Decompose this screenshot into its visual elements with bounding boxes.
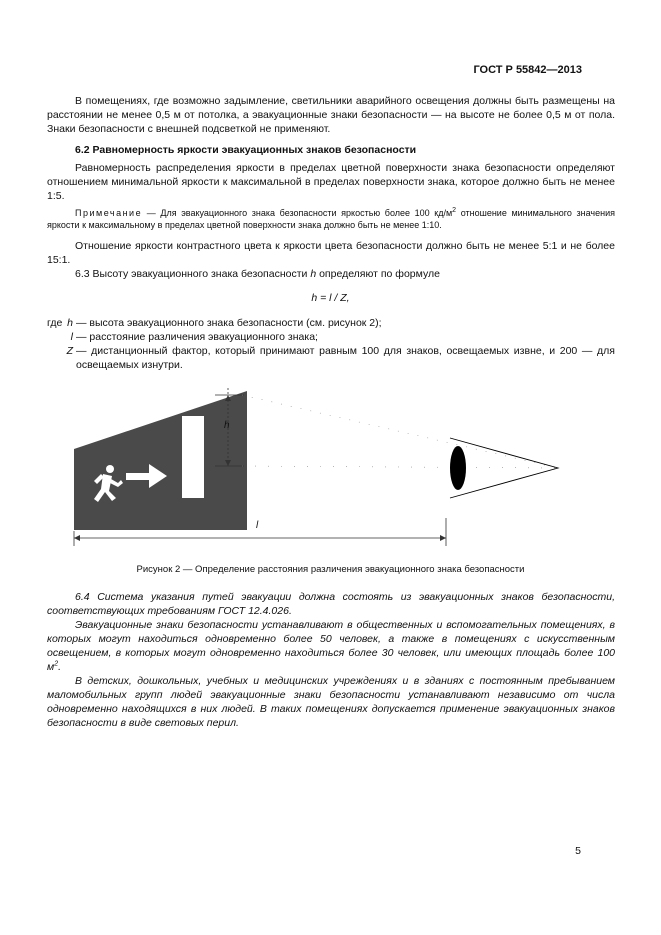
contrast-paragraph: Отношение яркости контрастного цвета к яркости цвета безопасности должно быть не менее 5:1 и не более 15:1.	[47, 240, 615, 266]
definition-text-z-content: — дистанционный фактор, который принимают равным 100 для знаков, освещаемых извне, и 200 — для освещаемых изнутри.	[76, 345, 615, 371]
height-formula: h = l / Z,	[311, 292, 350, 304]
definition-symbol-h: h	[67, 317, 73, 329]
section-6-4-paragraph-1: 6.4 Система указания путей эвакуации должна состоять из эвакуационных знаков безопасности, соответствующих требованиям ГОСТ 12.4.026.	[47, 591, 615, 617]
variable-h: h	[310, 268, 317, 280]
section-6-4-paragraph-2-text: Эвакуационные знаки безопасности устанавливают в общественных и вспомогательных помещениях, в которых могут находиться одновременно более 50 человек, а также в помещениях с искусственным освещением, в которых могут одновременно находиться более 30 человек, или имеющих площадь более 100 м	[47, 619, 615, 673]
figure-caption: Рисунок 2 — Определение расстояния различения эвакуационного знака безопасности	[136, 564, 525, 575]
evacuation-sign-panel	[74, 391, 247, 530]
definition-text-l: — расстояние различения эвакуационного знака;	[76, 331, 318, 343]
definition-row-h	[47, 316, 615, 330]
section-6-2-note	[47, 207, 615, 231]
note-label: Примечание	[75, 208, 143, 218]
sight-line-top	[242, 395, 558, 468]
section-6-2-paragraph: Равномерность распределения яркости в пределах цветной поверхности знака безопасности определяют отношением минимальной яркости к максимальной в пределах поверхности знака, которое должно быть не менее 1:5.	[47, 162, 615, 202]
section-6-3-text	[47, 267, 615, 281]
where-word: где	[47, 317, 63, 329]
area-period: .	[58, 661, 62, 673]
exit-door-symbol	[182, 416, 204, 498]
definition-row-z	[47, 344, 615, 372]
label-l: l	[256, 520, 259, 531]
definition-text-z	[76, 344, 615, 372]
eye-pupil	[450, 446, 466, 490]
sight-line-bottom	[242, 466, 558, 468]
label-h: h	[224, 420, 230, 431]
section-6-3-text-start: 6.3 Высоту эвакуационного знака безопасности	[75, 268, 311, 280]
section-6-4-paragraph-2	[47, 618, 615, 674]
definition-symbol-l: l	[70, 331, 73, 343]
intro-paragraph: В помещениях, где возможно задымление, светильники аварийного освещения должны быть размещены на расстоянии не менее 0,5 м от потолка, а эвакуационные знаки безопасности — на высоте не более 0,5 м от пола. Знаки безопасности с внешней подсветкой не применяют.	[47, 95, 615, 135]
section-6-2-heading: 6.2 Равномерность яркости эвакуационных знаков безопасности	[75, 144, 417, 156]
section-6-4-paragraph-3: В детских, дошкольных, учебных и медицинских учреждениях и в зданиях с постоянным пребыванием маломобильных групп людей эвакуационные знаки безопасности устанавливают независимо от числа одновременно находящихся в них людей. В таких помещениях допускается применение эвакуационных знаков безопасности в виде световых перил.	[47, 675, 615, 729]
area-superscript: 2	[54, 660, 59, 668]
note-superscript: 2	[452, 207, 457, 214]
definition-row-l	[47, 330, 615, 344]
definition-text-h: — высота эвакуационного знака безопасности (см. рисунок 2);	[76, 317, 382, 329]
note-text-part-1: — Для эвакуационного знака безопасности яркостью более 100 кд/м	[142, 208, 453, 218]
page-number: 5	[575, 845, 581, 857]
section-6-3-text-end: определяют по формуле	[316, 268, 440, 280]
definition-symbol-z: Z	[66, 345, 73, 357]
document-header: ГОСТ Р 55842—2013	[473, 64, 582, 76]
figure-2-diagram	[60, 388, 580, 550]
note-text-part-2: отношение минимального значения яркости к максимальному в пределах цветной поверхности знака должно быть не менее 1:10.	[47, 208, 615, 230]
